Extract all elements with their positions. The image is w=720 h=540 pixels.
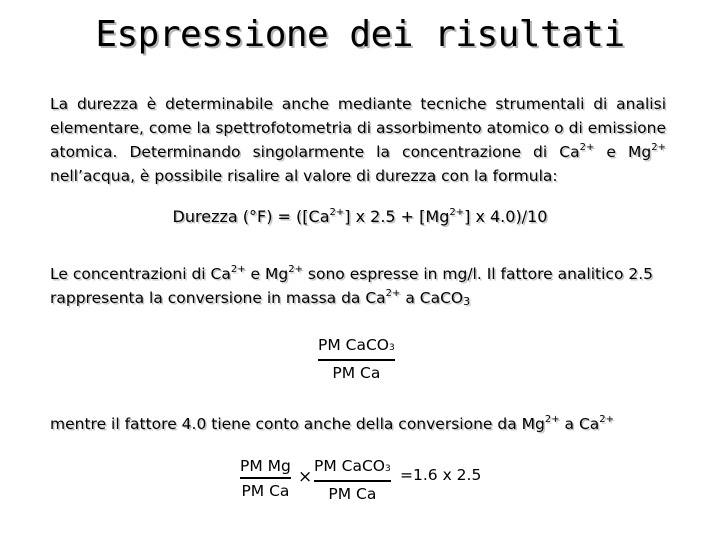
fraction-bar (314, 480, 391, 482)
superscript-charge: 2+ (329, 207, 345, 218)
superscript-charge: 2+ (230, 264, 246, 275)
fraction-bar (240, 477, 291, 479)
fraction-numerator (314, 456, 391, 479)
subscript-three: 3 (463, 295, 471, 308)
fraction-denominator: PM Ca (328, 484, 377, 503)
fraction-denominator: PM Ca (332, 363, 381, 382)
intro-text-b: e Mg (594, 143, 652, 161)
intro-paragraph (50, 92, 666, 188)
fraction-mg-over-ca (240, 456, 291, 501)
superscript-charge: 2+ (544, 414, 560, 425)
conc-text-a: Le concentrazioni di Ca (50, 265, 231, 283)
factor-text-b: a Ca (559, 415, 600, 433)
numerator-text: PM CaCO (318, 336, 389, 354)
intro-text-a: La durezza è determinabile anche mediante tecniche strumentali di analisi elementare, come la spettrofotometria di assorbimento atomico o di emissione atomica. Determinando singolarmente la concentrazione di Ca (50, 95, 666, 161)
superscript-charge: 2+ (449, 207, 465, 218)
intro-text-c: nell’acqua, è possibile risalire al valore di durezza con la formula: (50, 167, 558, 185)
superscript-charge: 2+ (288, 264, 303, 275)
numerator-text: PM CaCO (314, 457, 385, 475)
fraction-numerator (318, 335, 395, 358)
superscript-charge: 2+ (385, 288, 401, 299)
formula-text-b: ] x 2.5 + [Mg (344, 207, 450, 226)
concentration-paragraph (50, 262, 666, 314)
conc-text-b: e Mg (245, 265, 289, 283)
superscript-charge: 2+ (599, 414, 615, 425)
fraction-caco3-over-ca (318, 335, 395, 383)
page-title: Espressione dei risultati (95, 14, 625, 55)
fraction-denominator: PM Ca (241, 481, 290, 500)
formula-text-c: ] x 4.0)/10 (464, 207, 548, 226)
superscript-charge: 2+ (579, 142, 595, 153)
numerator-subscript: 3 (389, 343, 395, 353)
superscript-charge: 2+ (651, 142, 666, 153)
multiply-symbol: × (298, 467, 313, 487)
fraction-numerator: PM Mg (240, 457, 291, 475)
fraction-caco3-over-ca-2 (314, 456, 391, 504)
numerator-subscript: 3 (385, 464, 391, 474)
conc-text-d: a CaCO (400, 289, 464, 307)
factor-paragraph (50, 412, 690, 436)
factor-text-a: mentre il fattore 4.0 tiene conto anche della conversione da Mg (50, 415, 545, 433)
fraction-bar (318, 359, 395, 361)
conc-text-c: sono espresse in mg/l. Il fattore analitico 2.5 rappresenta la conversione in massa da Ca (50, 265, 654, 307)
formula-text-a: Durezza (°F) = ([Ca (172, 207, 330, 226)
formula-result: =1.6 x 2.5 (400, 466, 482, 484)
hardness-formula (0, 207, 720, 226)
